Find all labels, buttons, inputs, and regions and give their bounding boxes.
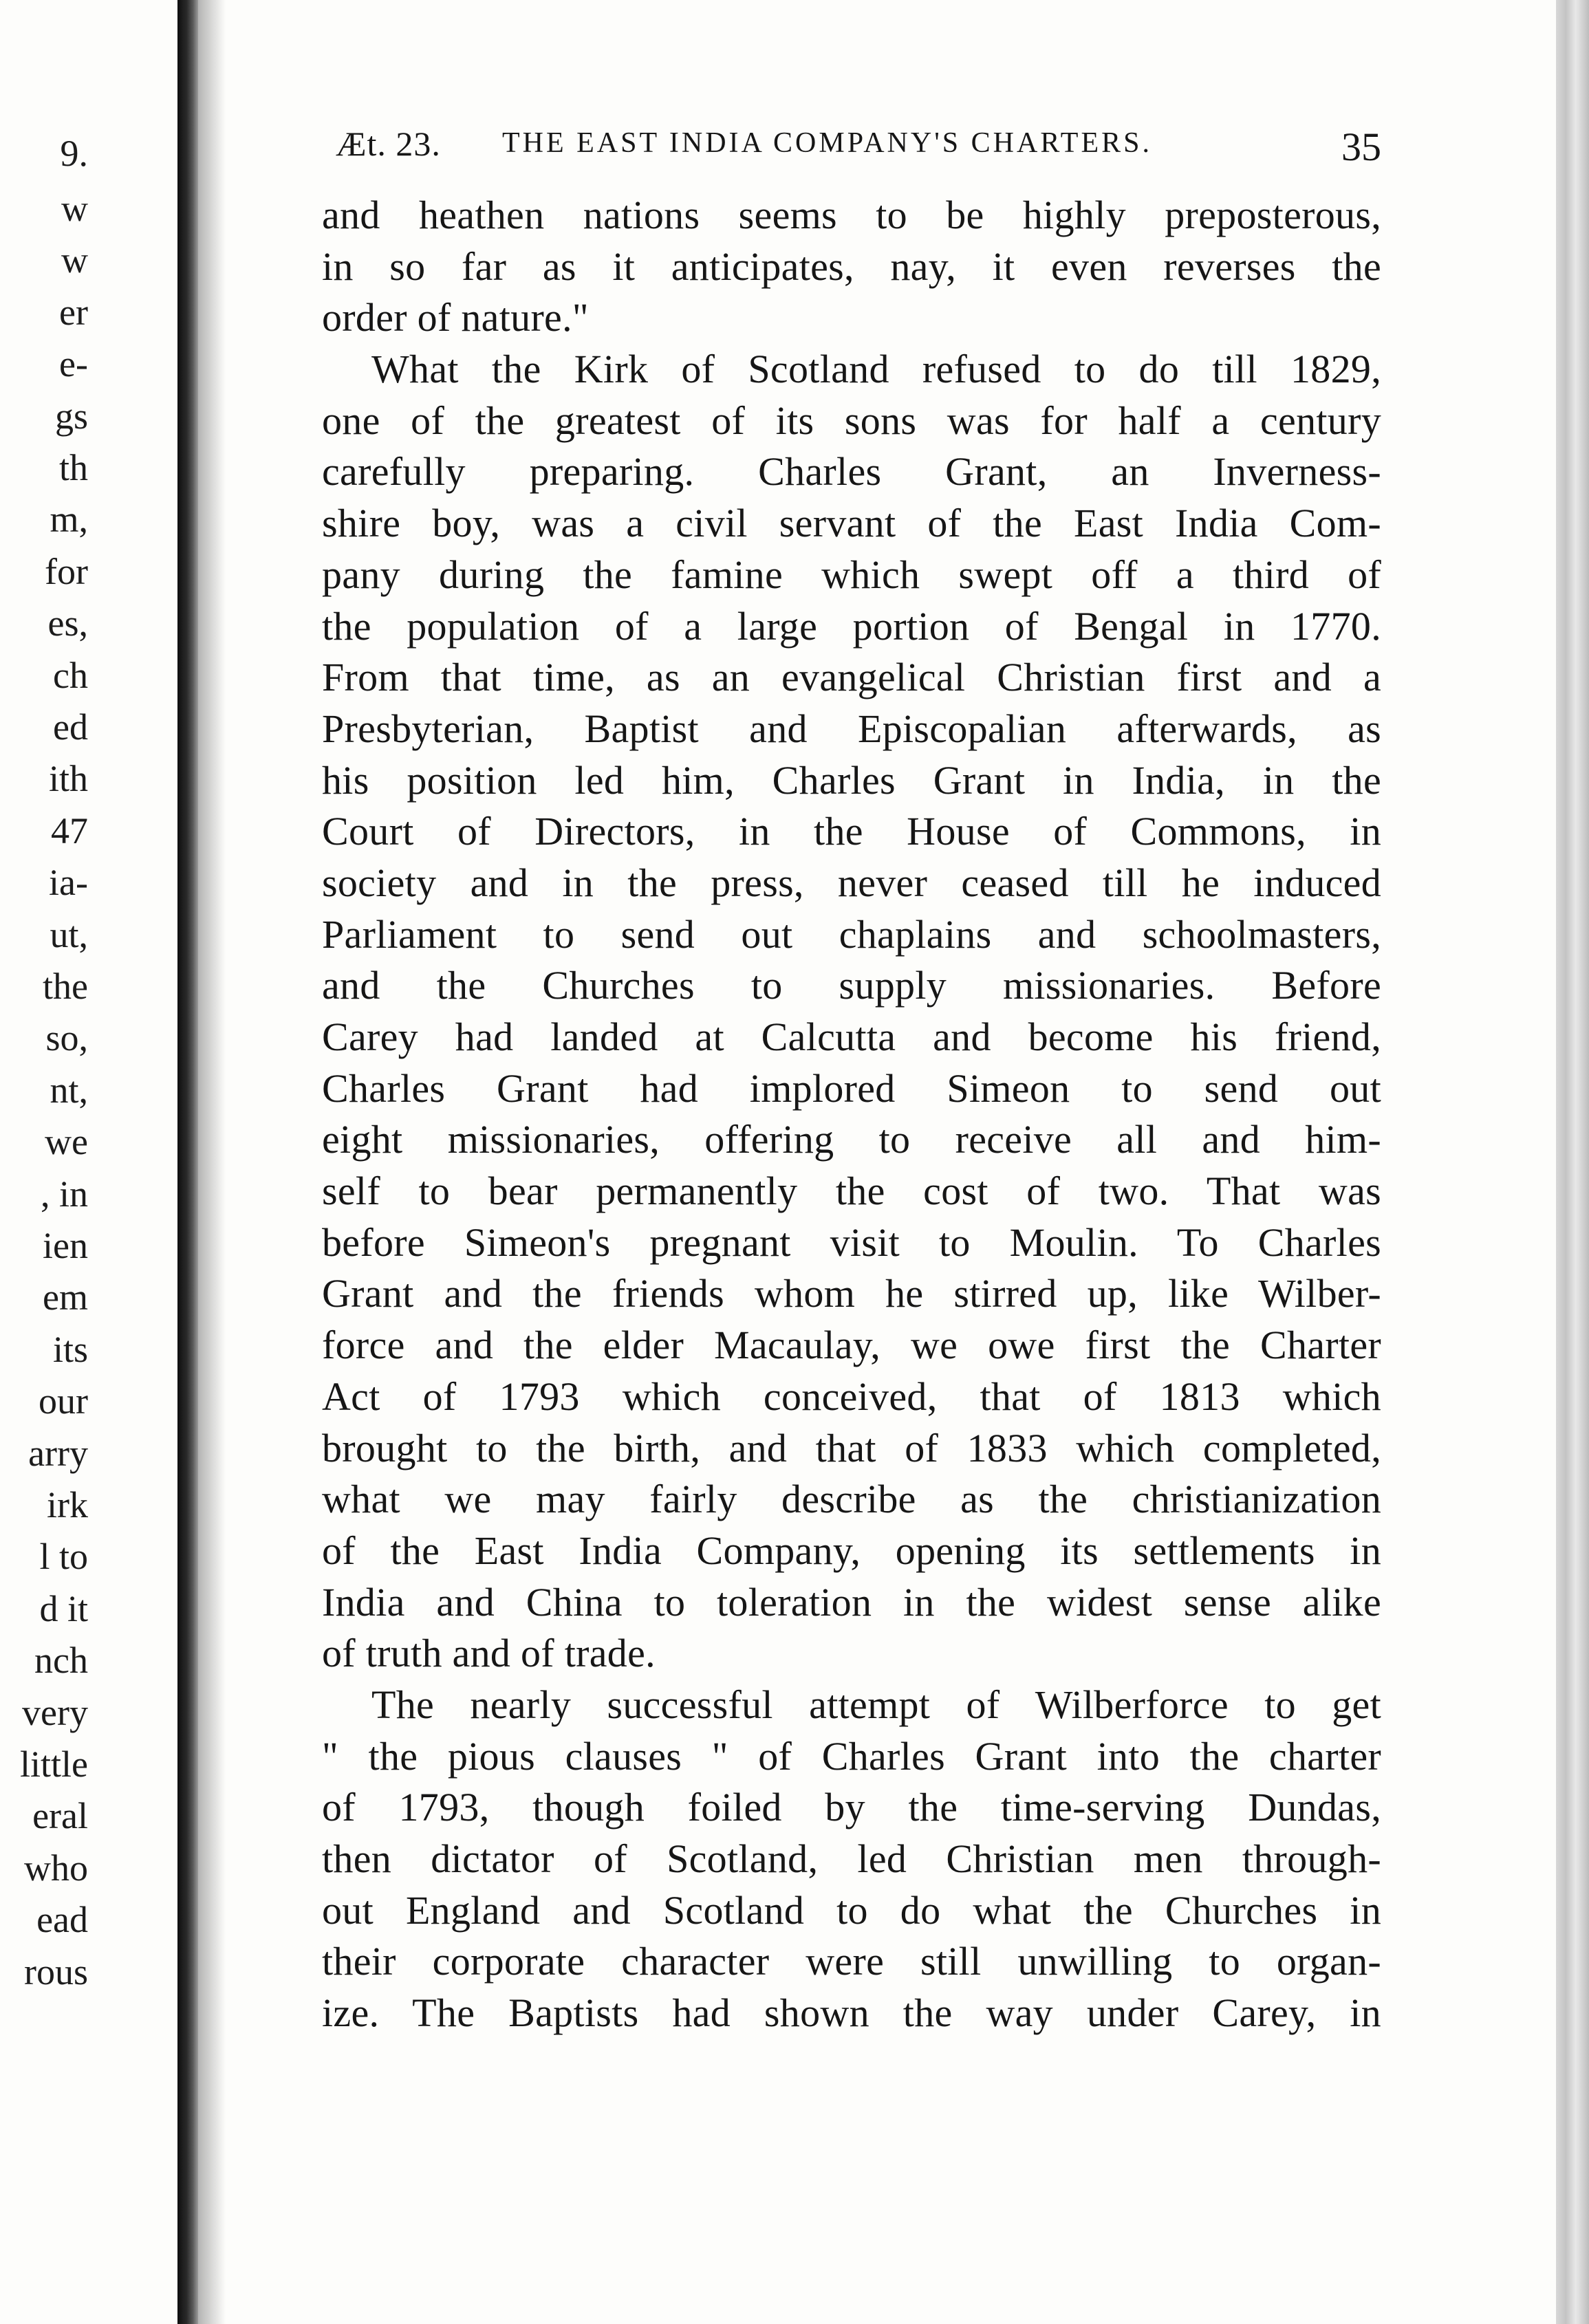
text-line: shire boy, was a civil servant of the East India Com- xyxy=(322,501,1381,546)
previous-page-text: ch xyxy=(53,654,88,696)
text-line: Charles Grant had implored Simeon to send out xyxy=(322,1065,1381,1111)
previous-page-text: e- xyxy=(59,343,88,385)
previous-page-text: eral xyxy=(32,1795,88,1837)
previous-page-text: d it xyxy=(39,1587,88,1629)
previous-page-text: w xyxy=(61,239,88,281)
gutter-shadow xyxy=(198,0,226,2324)
previous-page-text: very xyxy=(22,1691,88,1733)
previous-page-text: 47 xyxy=(51,810,88,851)
text-line: society and in the press, never ceased till he induced xyxy=(322,860,1381,905)
text-line: ize. The Baptists had shown the way under Carey, in xyxy=(322,1990,1381,2036)
previous-page-text: for xyxy=(45,550,88,592)
previous-page-text: ead xyxy=(36,1899,88,1941)
previous-page-text: 9. xyxy=(60,133,88,174)
previous-page-text: nt, xyxy=(50,1069,88,1111)
previous-page-text: ed xyxy=(53,706,88,748)
text-line: in so far as it anticipates, nay, it even reverses the xyxy=(322,243,1381,289)
text-line: one of the greatest of its sons was for half a century xyxy=(322,398,1381,443)
previous-page-text: who xyxy=(24,1847,88,1889)
text-line: before Simeon's pregnant visit to Moulin. To Charles xyxy=(322,1219,1381,1265)
text-line: Parliament to send out chaplains and schoolmasters, xyxy=(322,911,1381,957)
text-line: out England and Scotland to do what the Churches in xyxy=(322,1887,1381,1933)
previous-page-text: rous xyxy=(24,1951,88,1992)
previous-page-text: ien xyxy=(43,1225,88,1266)
running-head-title: THE EAST INDIA COMPANY'S CHARTERS. xyxy=(502,127,1152,159)
page-number: 35 xyxy=(1341,124,1381,169)
previous-page-text: th xyxy=(58,447,88,488)
text-line: " the pious clauses " of Charles Grant into the charter xyxy=(322,1733,1381,1779)
previous-page-text: little xyxy=(20,1744,88,1785)
text-line: force and the elder Macaulay, we owe first the Charter xyxy=(322,1323,1381,1368)
text-line: and heathen nations seems to be highly preposterous, xyxy=(322,193,1381,237)
text-line: what we may fairly describe as the christianization xyxy=(322,1477,1381,1522)
text-line: the population of a large portion of Bengal in 1770. xyxy=(322,603,1381,649)
previous-page-text: we xyxy=(45,1121,88,1163)
text-line: and the Churches to supply missionaries. Before xyxy=(322,963,1381,1008)
previous-page-text: nch xyxy=(34,1640,88,1682)
text-line: India and China to toleration in the widest sense alike xyxy=(322,1579,1381,1625)
previous-page-text: its xyxy=(52,1328,88,1370)
text-line: of 1793, though foiled by the time-serving Dundas, xyxy=(322,1785,1381,1830)
previous-page-text: w xyxy=(61,188,88,229)
text-line: pany during the famine which swept off a third of xyxy=(322,552,1381,597)
previous-page-text: es, xyxy=(47,602,88,644)
text-line: of the East India Company, opening its settlements in xyxy=(322,1528,1381,1573)
previous-page-text: er xyxy=(59,291,88,333)
previous-page-text: irk xyxy=(47,1484,88,1525)
text-line: Act of 1793 which conceived, that of 1813 which xyxy=(322,1373,1381,1419)
book-gutter xyxy=(177,0,198,2324)
text-line: eight missionaries, offering to receive all and him- xyxy=(322,1117,1381,1162)
text-line: his position led him, Charles Grant in India, in the xyxy=(322,757,1381,803)
running-head xyxy=(322,122,1381,177)
previous-page-fragment xyxy=(0,0,177,2324)
previous-page-text: ia- xyxy=(49,862,88,904)
text-line: then dictator of Scotland, led Christian men through- xyxy=(322,1836,1381,1881)
body-text xyxy=(322,190,1381,2039)
previous-page-text: , in xyxy=(40,1173,88,1215)
text-line: order of nature." xyxy=(322,295,589,340)
previous-page-text: gs xyxy=(54,395,88,437)
previous-page-text: ut, xyxy=(50,913,88,955)
previous-page-text: our xyxy=(39,1380,88,1422)
text-line: their corporate character were still unwilling to organ- xyxy=(322,1939,1381,1984)
text-line: brought to the birth, and that of 1833 which completed, xyxy=(322,1425,1381,1470)
previous-page-text: arry xyxy=(28,1432,88,1474)
previous-page-text: em xyxy=(43,1277,88,1318)
text-line: Court of Directors, in the House of Commons, in xyxy=(322,809,1381,854)
text-line: Carey had landed at Calcutta and become his friend, xyxy=(322,1014,1381,1059)
previous-page-text: so, xyxy=(45,1017,88,1059)
text-line: From that time, as an evangelical Christian first and a xyxy=(322,655,1381,700)
text-line: of truth and of trade. xyxy=(322,1631,656,1676)
previous-page-text: m, xyxy=(50,499,88,541)
page-edge xyxy=(1556,0,1589,2324)
previous-page-text: the xyxy=(43,966,88,1007)
text-line: What the Kirk of Scotland refused to do till 1829, xyxy=(371,347,1381,392)
previous-page-text: ith xyxy=(48,758,88,800)
text-line: Grant and the friends whom he stirred up, like Wilber- xyxy=(322,1271,1381,1316)
text-line: self to bear permanently the cost of two. That was xyxy=(322,1169,1381,1214)
previous-page-text: l to xyxy=(39,1536,88,1578)
text-line: carefully preparing. Charles Grant, an Inverness- xyxy=(322,449,1381,495)
running-head-age: Æt. 23. xyxy=(336,124,441,163)
text-line: The nearly successful attempt of Wilberforce to get xyxy=(371,1682,1381,1727)
text-line: Presbyterian, Baptist and Episcopalian afterwards, as xyxy=(322,706,1381,751)
